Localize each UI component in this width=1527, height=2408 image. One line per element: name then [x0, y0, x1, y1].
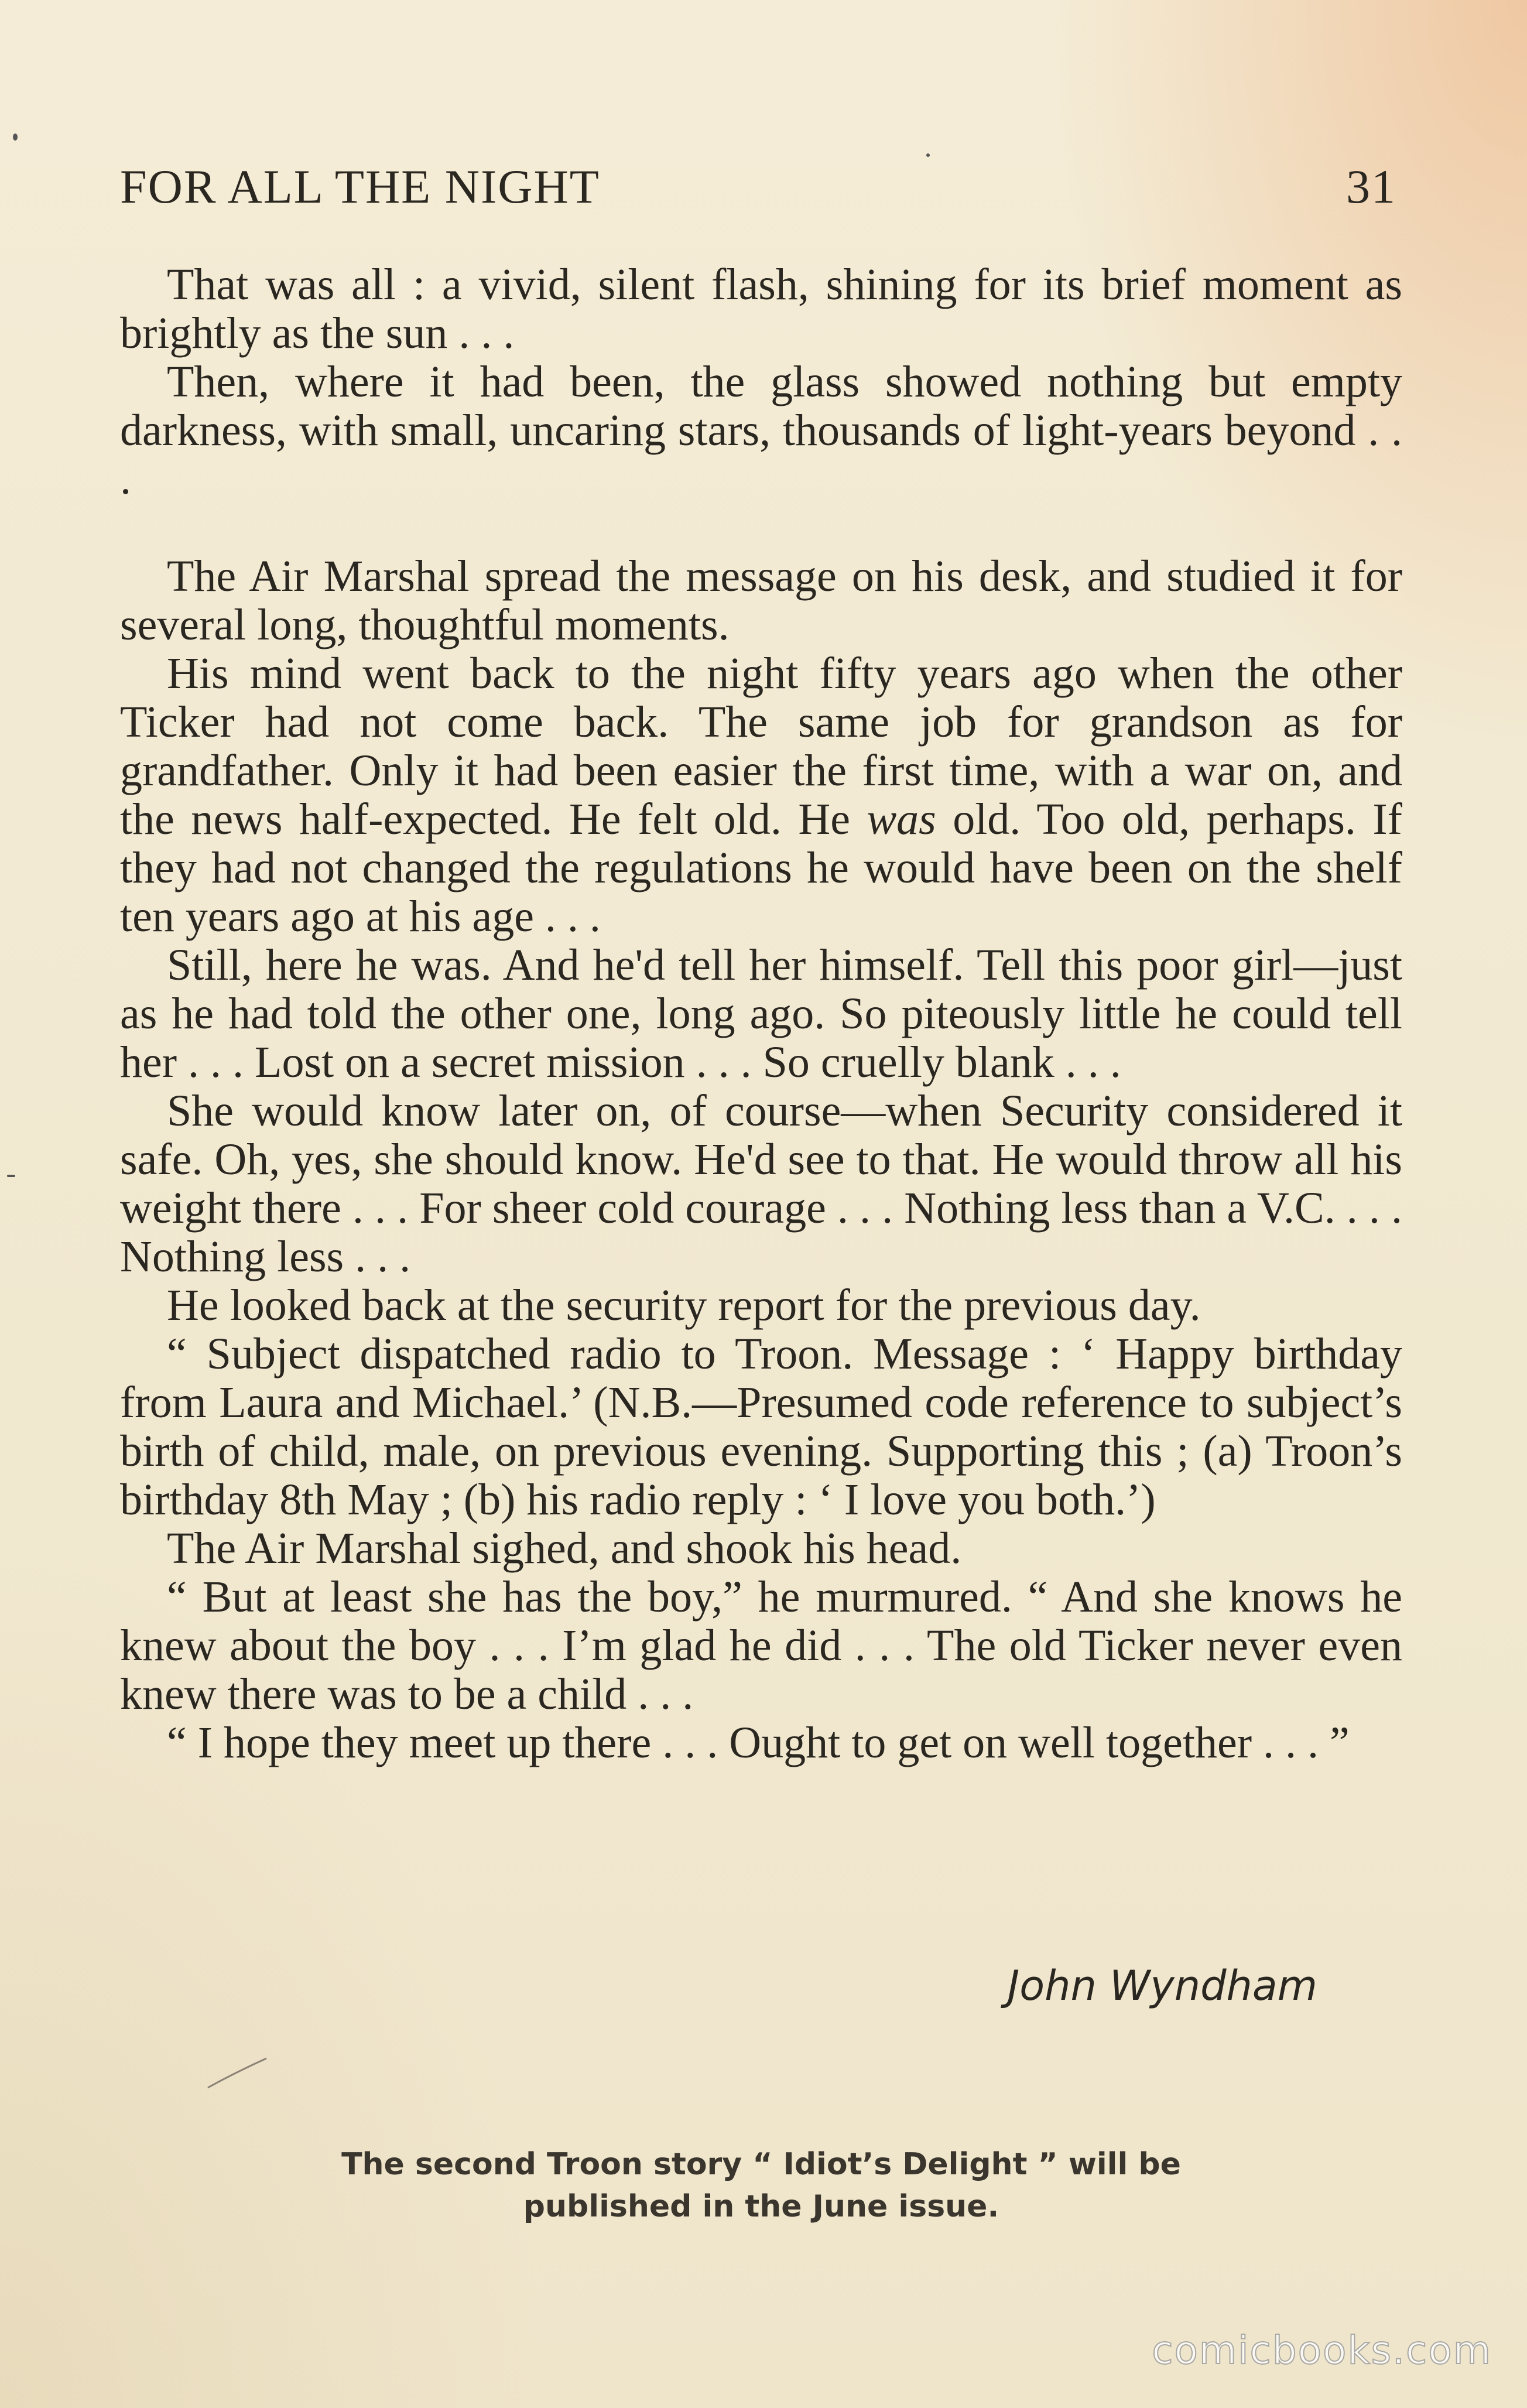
note-line: The second Troon story “ Idiot’s Delight ” will be — [341, 2147, 1181, 2182]
paragraph: He looked back at the security report for the previous day. — [167, 1281, 1201, 1330]
page-header — [120, 159, 1396, 224]
italic-word: was — [867, 795, 936, 844]
paragraph: The Air Marshal spread the message on his desk, and studied it for several long, thoughtful moments. — [120, 552, 1402, 649]
pencil-mark — [205, 2055, 269, 2091]
next-issue-note — [246, 2143, 1276, 2228]
paragraph: “ But at least she has the boy,” he murmured. “ And she knows he knew about the boy . . . I’m glad he did . . . The old Ticker never even knew there was to be a child . . . — [120, 1572, 1402, 1719]
paragraph: The Air Marshal sighed, and shook his head. — [167, 1524, 962, 1573]
paragraph: “ I hope they meet up there . . . Ought to get on well together . . . ” — [167, 1718, 1350, 1767]
paragraph: Still, here he was. And he'd tell her himself. Tell this poor girl—just as he had told the other one, long ago. So piteously little he could tell her . . . Lost on a secret mission . . . So cruelly blank . . . — [120, 940, 1402, 1087]
paragraph: “ Subject dispatched radio to Troon. Message : ‘ Happy birthday from Laura and Michael.’ (N.B.—Presumed code reference to subject’s birth of child, male, on previous evening. Supporting this ; (a) Troon’s birthday 8th May ; (b) his radio reply : ‘ I love you both.’) — [120, 1329, 1402, 1524]
paragraph: Then, where it had been, the glass showed nothing but empty darkness, with small, uncaring stars, thousands of light-years beyond . . . — [120, 357, 1402, 504]
page-number: 31 — [1346, 160, 1396, 213]
note-line: published in the June issue. — [523, 2189, 999, 2224]
author-signature: John Wyndham — [1007, 1962, 1317, 2010]
paragraph-text: His mind went back to the night fifty years ago when the other Ticker had not come back. The same job for grandson as for grandfather. Only it had been easier the first time, with a war on, and the news half-expected. He felt old. He — [120, 649, 1402, 844]
ink-speck — [926, 153, 930, 157]
running-title: FOR ALL THE NIGHT — [120, 160, 600, 213]
paragraph-text: old. Too old, perhaps. If they had not changed the regulations he would have been on the shelf ten years ago at his age . . . — [120, 795, 1402, 941]
paragraph — [120, 649, 1402, 941]
paragraph: That was all : a vivid, silent flash, shining for its brief moment as brightly as the sun . . . — [120, 260, 1402, 358]
site-watermark: comicbooks.com — [1152, 2328, 1492, 2373]
paragraph: She would know later on, of course—when Security considered it safe. Oh, yes, she should know. He'd see to that. He would throw all his weight there . . . For sheer cold courage . . . Nothing less than a V.C. . . . Nothing less . . . — [120, 1086, 1402, 1281]
ink-speck — [13, 134, 18, 141]
ink-speck — [7, 1175, 15, 1177]
story-text — [120, 261, 1402, 1767]
